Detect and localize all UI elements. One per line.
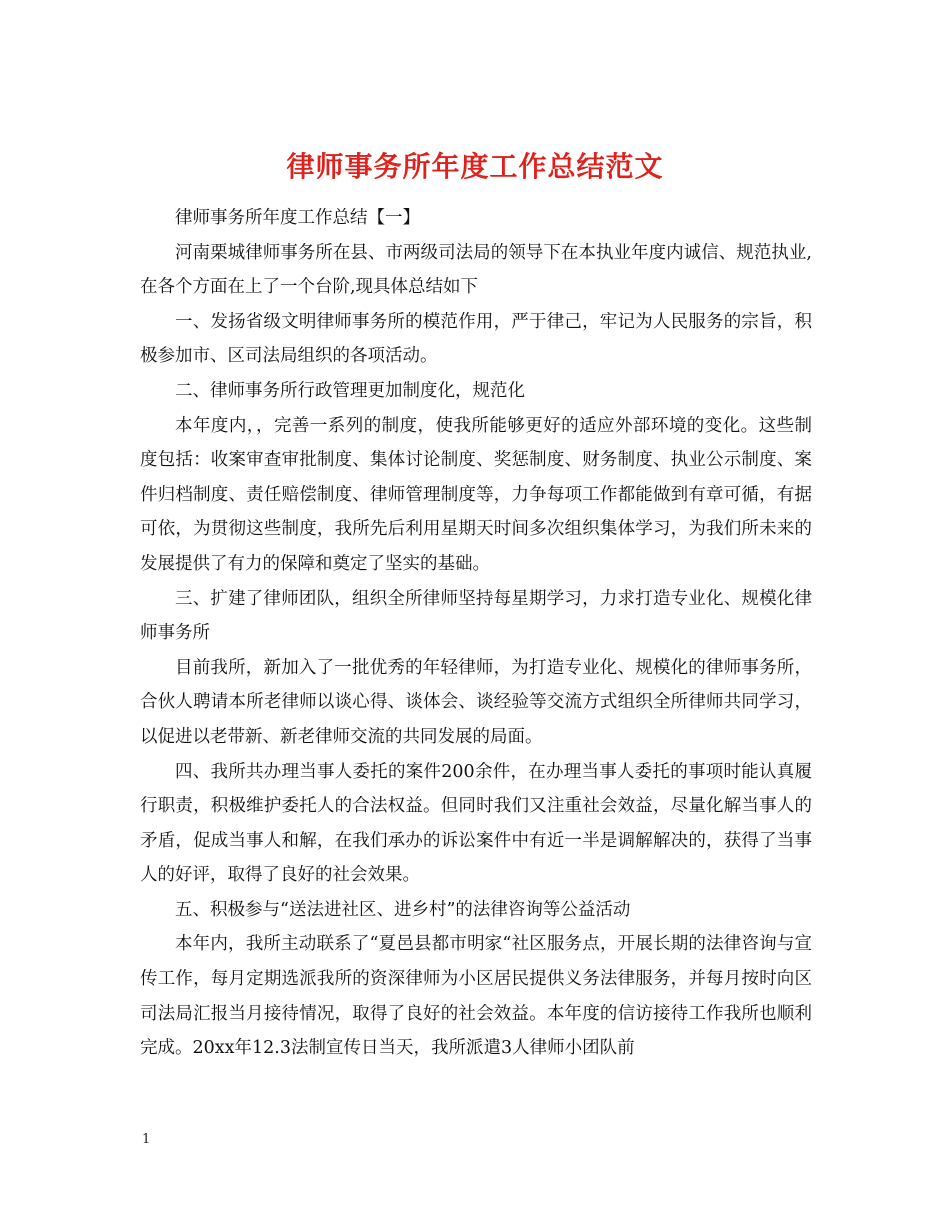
point-five-heading: 五、积极参与“送法进社区、进乡村”的法律咨询等公益活动 (175, 899, 631, 920)
document-body (140, 201, 812, 1066)
point-three-heading: 三、扩建了律师团队，组织全所律师坚持每星期学习，力求打造专业化、规模化律师事务所 (140, 588, 812, 644)
point-two-heading: 二、律师事务所行政管理更加制度化，规范化 (175, 380, 525, 401)
point-one-paragraph: 一、发扬省级文明律师事务所的模范作用，严于律己，牢记为人民服务的宗旨，积极参加市、区司法局组织的各项活动。 (140, 311, 812, 367)
intro-paragraph: 河南栗城律师事务所在县、市两级司法局的领导下在本执业年度内诚信、规范执业,在各个方面在上了一个台阶,现具体总结如下 (140, 242, 812, 298)
point-four-paragraph: 四、我所共办理当事人委托的案件200余件，在办理当事人委托的事项时能认真履行职责，积极维护委托人的合法权益。但同时我们又注重社会效益，尽量化解当事人的矛盾，促成当事人和解，在我们承办的诉讼案件中有近一半是调解解决的，获得了当事人的好评，取得了良好的社会效果。 (140, 761, 812, 886)
point-five-paragraph: 本年内，我所主动联系了“夏邑县都市明家“社区服务点，开展长期的法律咨询与宣传工作，每月定期选派我所的资深律师为小区居民提供义务法律服务，并每月按时向区司法局汇报当月接待情况，取得了良好的社会效益。本年度的信访接待工作我所也顺利完成。20xx年12.3法制宣传日当天，我所派遣3人律师小团队前 (140, 934, 812, 1059)
point-three-paragraph: 目前我所，新加入了一批优秀的年轻律师，为打造专业化、规模化的律师事务所，合伙人聘请本所老律师以谈心得、谈体会、谈经验等交流方式组织全所律师共同学习，以促进以老带新、新老律师交流的共同发展的局面。 (140, 657, 812, 747)
page-number: 1 (142, 1132, 151, 1147)
document-title: 律师事务所年度工作总结范文 (286, 149, 664, 183)
section-heading: 律师事务所年度工作总结【一】 (175, 208, 420, 228)
point-two-paragraph: 本年度内，，完善一系列的制度，使我所能够更好的适应外部环境的变化。这些制度包括：收案审查审批制度、集体讨论制度、奖惩制度、财务制度、执业公示制度、案件归档制度、责任赔偿制度、律师管理制度等，力争每项工作都能做到有章可循，有据可依，为贯彻这些制度，我所先后利用星期天时间多次组织集体学习，为我们所未来的发展提供了有力的保障和奠定了坚实的基础。 (140, 415, 812, 574)
